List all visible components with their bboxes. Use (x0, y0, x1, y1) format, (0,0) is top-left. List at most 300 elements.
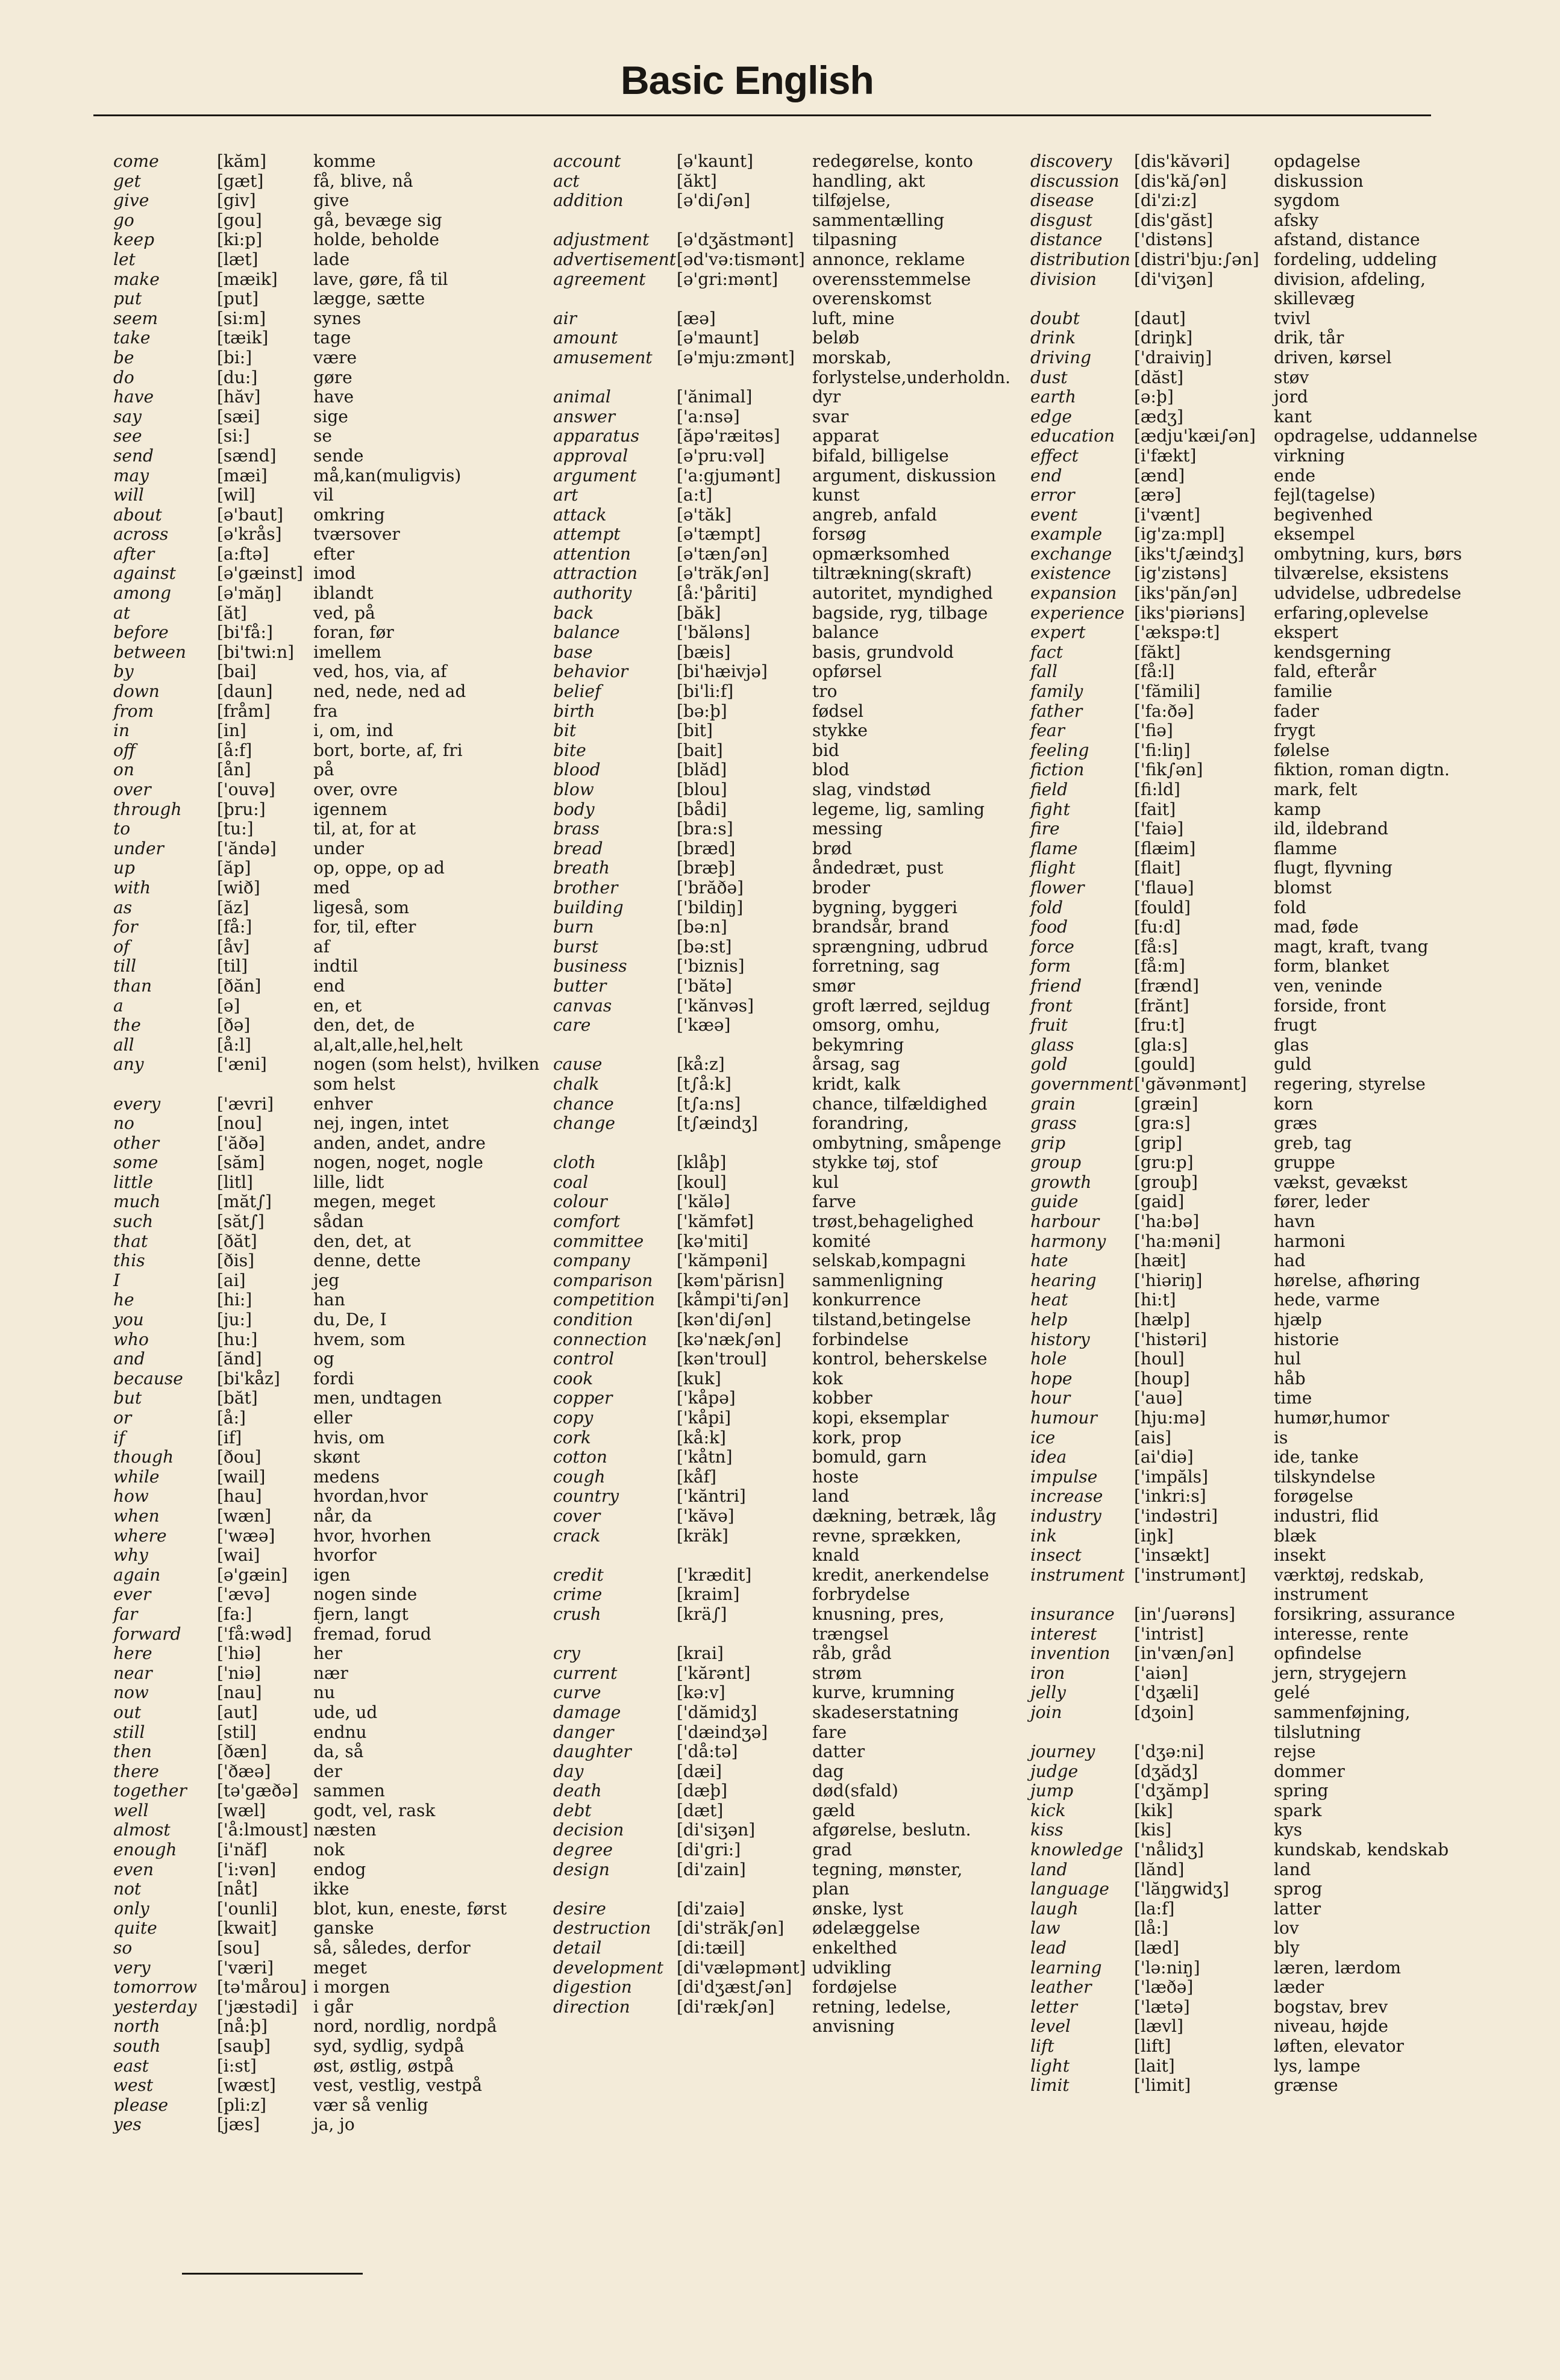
pronunciation: ['lə:niŋ] (1134, 1958, 1200, 1978)
pronunciation: [ə'di∫ən] (677, 191, 751, 211)
pronunciation: [săt∫] (217, 1212, 265, 1232)
dictionary-entry (553, 1742, 1011, 1762)
headword: so (113, 1938, 133, 1958)
dictionary-entry (553, 387, 1011, 407)
headword: attempt (553, 524, 621, 545)
meaning: havn (1274, 1211, 1315, 1232)
pronunciation: [hi:t] (1134, 1290, 1176, 1310)
meaning: kopi, eksemplar (812, 1408, 949, 1428)
pronunciation: ['intrist] (1134, 1624, 1204, 1644)
pronunciation: [nåt] (217, 1879, 258, 1899)
meaning: forsøg (812, 524, 866, 545)
pronunciation: [driŋk] (1134, 328, 1193, 348)
dictionary-entry (1030, 1369, 1488, 1389)
pronunciation: [ænd] (1134, 466, 1185, 486)
meaning: græs (1274, 1113, 1317, 1134)
dictionary-entry (553, 407, 1011, 427)
meaning: autoritet, myndighed (812, 583, 993, 604)
headword: bite (553, 740, 586, 760)
pronunciation: [houl] (1134, 1349, 1185, 1369)
meaning: tiltrækning(skraft) (812, 563, 972, 584)
dictionary-entry (553, 976, 1011, 996)
pronunciation: [bi'kåz] (217, 1369, 280, 1388)
dictionary-entry (1030, 937, 1488, 957)
dictionary-entry (113, 1232, 571, 1252)
headword: increase (1030, 1486, 1103, 1507)
meaning: der (313, 1761, 342, 1781)
meaning: ikke (313, 1879, 349, 1899)
meaning: tvivl (1274, 308, 1311, 328)
pronunciation: [ðăt] (217, 1231, 257, 1251)
pronunciation: ['kămfət] (677, 1212, 754, 1232)
headword: blood (553, 760, 601, 780)
dictionary-entry (113, 1487, 571, 1507)
headword: bread (553, 838, 603, 858)
pronunciation: ['impăls] (1134, 1467, 1208, 1487)
pronunciation: ['brăðə] (677, 878, 744, 898)
pronunciation: [kə'miti] (677, 1231, 748, 1251)
pronunciation: [bi'li:f] (677, 682, 734, 702)
headword: among (113, 583, 172, 604)
dictionary-entry (1030, 682, 1488, 702)
headword: credit (553, 1564, 604, 1585)
headword: come (113, 151, 159, 171)
pronunciation: [la:f] (1134, 1899, 1175, 1919)
pronunciation: ['lætə] (1134, 1997, 1190, 2017)
dictionary-entry (553, 270, 1011, 309)
meaning: sende (313, 445, 364, 466)
pronunciation: [sæi] (217, 407, 260, 426)
headword: will (113, 485, 144, 505)
dictionary-entry (113, 1251, 571, 1271)
pronunciation: [dʒădʒ] (1134, 1761, 1198, 1781)
meaning: løften, elevator (1274, 2036, 1404, 2056)
dictionary-entry (113, 2115, 571, 2135)
meaning: ende (1274, 465, 1316, 486)
pronunciation: [in'væn∫ən] (1134, 1644, 1234, 1664)
pronunciation: [ig'zistəns] (1134, 564, 1227, 584)
pronunciation: [ðə] (217, 1016, 251, 1035)
meaning: lade (313, 249, 350, 269)
dictionary-entry (1030, 486, 1488, 505)
headword: business (553, 956, 627, 976)
headword: earth (1030, 387, 1076, 407)
dictionary-entry (553, 1723, 1011, 1743)
headword: send (113, 445, 154, 466)
dictionary-entry (1030, 604, 1488, 623)
meaning: bygning, byggeri (812, 897, 957, 917)
pronunciation: [koul] (677, 1172, 727, 1192)
dictionary-entry (1030, 1388, 1488, 1408)
pronunciation: [krai] (677, 1644, 724, 1664)
meaning: kurve, krumning (812, 1682, 955, 1703)
dictionary-entry (1030, 1153, 1488, 1173)
pronunciation: [in] (217, 721, 246, 741)
meaning: udvikling (812, 1957, 892, 1978)
meaning: og (313, 1349, 334, 1369)
meaning: lægge, sætte (313, 289, 425, 309)
dictionary-entry (1030, 878, 1488, 898)
pronunciation: [kis] (1134, 1820, 1172, 1840)
headword: amusement (553, 347, 653, 367)
meaning: efter (313, 543, 355, 564)
dictionary-entry (553, 1153, 1011, 1173)
meaning: kontrol, beherskelse (812, 1349, 988, 1369)
dictionary-entry (1030, 2017, 1488, 2037)
dictionary-entry (553, 1212, 1011, 1232)
meaning: time (1274, 1388, 1312, 1408)
headword: care (553, 1015, 591, 1035)
dictionary-entry (113, 1369, 571, 1389)
headword: fall (1030, 661, 1057, 682)
meaning: håb (1274, 1368, 1306, 1388)
headword: make (113, 269, 160, 289)
headword: hate (1030, 1251, 1068, 1271)
meaning: insekt (1274, 1545, 1326, 1566)
pronunciation: [dæi] (677, 1761, 722, 1781)
dictionary-entry (1030, 1546, 1488, 1566)
pronunciation: [ə'gæin] (217, 1565, 288, 1585)
headword: fact (1030, 642, 1063, 662)
headword: guide (1030, 1192, 1079, 1212)
meaning: guld (1274, 1054, 1312, 1075)
headword: hope (1030, 1368, 1073, 1388)
meaning: her (313, 1643, 342, 1664)
headword: doubt (1030, 308, 1080, 328)
meaning: tilpasning (812, 230, 898, 250)
dictionary-entry (113, 1683, 571, 1703)
meaning: tilføjelse, sammentælling (812, 190, 945, 230)
dictionary-entry (1030, 1742, 1488, 1762)
headword: say (113, 406, 142, 426)
pronunciation: [å:l] (217, 1035, 251, 1055)
headword: birth (553, 701, 595, 721)
headword: distribution (1030, 249, 1130, 269)
headword: apparatus (553, 426, 639, 446)
dictionary-entry (1030, 250, 1488, 270)
headword: division (1030, 269, 1097, 289)
pronunciation: ['i:vən] (217, 1860, 277, 1879)
dictionary-entry (1030, 1820, 1488, 1840)
pronunciation: [flæim] (1134, 839, 1196, 858)
dictionary-entry (113, 800, 571, 820)
meaning: harmoni (1274, 1231, 1345, 1251)
headword: breath (553, 858, 610, 878)
headword: front (1030, 995, 1073, 1016)
dictionary-entry (113, 878, 571, 898)
headword: answer (553, 406, 616, 426)
pronunciation: [ănd] (217, 1349, 262, 1369)
pronunciation: [lift] (1134, 2037, 1171, 2056)
dictionary-entry (553, 800, 1011, 820)
headword: feeling (1030, 740, 1089, 760)
headword: you (113, 1310, 144, 1330)
pronunciation: [ăz] (217, 898, 249, 917)
meaning: land (1274, 1859, 1311, 1879)
headword: before (113, 622, 169, 643)
headword: than (113, 975, 152, 996)
pronunciation: ['inkri:s] (1134, 1487, 1206, 1507)
dictionary-entry (1030, 1232, 1488, 1252)
pronunciation: ['dʒæli] (1134, 1683, 1199, 1703)
pronunciation: ['fămili] (1134, 682, 1201, 702)
meaning: dag (812, 1761, 844, 1781)
pronunciation: [bi'hæivjə] (677, 662, 768, 682)
meaning: foran, før (313, 622, 394, 643)
pronunciation: [dis'găst] (1134, 210, 1214, 230)
headword: any (113, 1054, 144, 1075)
dictionary-entry (553, 348, 1011, 387)
pronunciation: [ki:p] (217, 230, 263, 250)
headword: north (113, 2016, 160, 2037)
dictionary-entry (553, 858, 1011, 878)
headword: distance (1030, 230, 1103, 250)
dictionary-entry (553, 328, 1011, 348)
dictionary-entry (113, 1605, 571, 1625)
headword: crush (553, 1604, 601, 1624)
pronunciation: [hăv] (217, 387, 261, 407)
headword: insect (1030, 1545, 1082, 1566)
headword: because (113, 1368, 183, 1388)
meaning: kunst (812, 485, 860, 505)
dictionary-entry (553, 1605, 1011, 1644)
meaning: komme (313, 151, 376, 171)
dictionary-entry (113, 1958, 571, 1978)
meaning: enkelthed (812, 1938, 897, 1958)
pronunciation: ['găvənmənt] (1134, 1074, 1247, 1094)
meaning: kork, prop (812, 1427, 902, 1448)
dictionary-entry (1030, 1997, 1488, 2017)
dictionary-entry (1030, 348, 1488, 368)
pronunciation: [dis'kă∫ən] (1134, 171, 1227, 191)
dictionary-entry (553, 1840, 1011, 1860)
headword: with (113, 877, 151, 898)
pronunciation: ['dʒămp] (1134, 1781, 1209, 1801)
headword: such (113, 1211, 154, 1232)
headword: where (113, 1525, 167, 1546)
pronunciation: [di'væləpmənt] (677, 1958, 806, 1978)
pronunciation: [t∫å:k] (677, 1074, 731, 1094)
headword: discovery (1030, 151, 1112, 171)
headword: though (113, 1447, 174, 1467)
meaning: opdragelse, uddannelse (1274, 426, 1478, 446)
dictionary-entry (553, 1448, 1011, 1467)
meaning: nok (313, 1840, 345, 1860)
pronunciation: ['jæstədi] (217, 1997, 298, 2017)
pronunciation: [di'zain] (677, 1860, 746, 1879)
pronunciation: [ån] (217, 760, 251, 780)
pronunciation: [bi'få:] (217, 623, 273, 643)
headword: advertisement (553, 249, 676, 269)
headword: cause (553, 1054, 603, 1075)
dictionary-entry (1030, 1958, 1488, 1978)
pronunciation: [put] (217, 289, 259, 309)
dictionary-entry (113, 976, 571, 996)
pronunciation: ['dʒə:ni] (1134, 1742, 1204, 1762)
dictionary-entry (113, 1860, 571, 1880)
headword: down (113, 681, 160, 702)
dictionary-entry (113, 191, 571, 211)
headword: near (113, 1663, 152, 1683)
pronunciation: [pli:z] (217, 2095, 266, 2115)
dictionary-entry (553, 309, 1011, 329)
headword: direction (553, 1996, 630, 2017)
dictionary-entry (113, 2037, 571, 2057)
headword: cook (553, 1368, 594, 1388)
meaning: revne, sprækken, knald (812, 1525, 962, 1566)
meaning: åndedræt, pust (812, 858, 944, 878)
pronunciation: ['fa:ðə] (1134, 701, 1194, 721)
headword: harmony (1030, 1231, 1106, 1251)
dictionary-entry (1030, 996, 1488, 1016)
dictionary-entry (1030, 1271, 1488, 1291)
headword: lead (1030, 1938, 1067, 1958)
dictionary-entry (1030, 957, 1488, 976)
dictionary-entry (113, 1428, 571, 1448)
meaning: rejse (1274, 1741, 1316, 1762)
pronunciation: [tə'gæðə] (217, 1781, 299, 1801)
meaning: fiktion, roman digtn. (1274, 760, 1450, 780)
headword: the (113, 1015, 141, 1035)
meaning: død(sfald) (812, 1781, 898, 1801)
meaning: sprængning, udbrud (812, 936, 988, 957)
headword: gold (1030, 1054, 1068, 1075)
meaning: chance, tilfældighed (812, 1093, 988, 1114)
meaning: ekspert (1274, 622, 1339, 643)
meaning: morskab, forlystelse,underholdn. (812, 347, 1011, 387)
headword: digestion (553, 1977, 632, 1997)
headword: some (113, 1152, 158, 1173)
pronunciation: [gla:s] (1134, 1035, 1188, 1055)
headword: desire (553, 1898, 606, 1919)
meaning: sammenføjning, tilslutning (1274, 1702, 1411, 1742)
dictionary-entry (553, 917, 1011, 937)
meaning: forsikring, assurance (1274, 1604, 1455, 1624)
pronunciation: ['indəstri] (1134, 1506, 1218, 1526)
meaning: vil (313, 485, 334, 505)
pronunciation: [t∫æindʒ] (677, 1114, 758, 1134)
dictionary-entry (113, 1016, 571, 1035)
meaning: opførsel (812, 661, 882, 682)
pronunciation: [ju:] (217, 1310, 252, 1330)
meaning: skadeserstatning (812, 1702, 959, 1722)
headword: attraction (553, 563, 638, 584)
pronunciation: [tu:] (217, 819, 254, 839)
dictionary-entry (553, 957, 1011, 976)
headword: now (113, 1682, 149, 1703)
pronunciation: [ðăn] (217, 976, 262, 996)
pronunciation: [kəm'părisn] (677, 1270, 785, 1290)
meaning: hvorfor (313, 1545, 377, 1566)
pronunciation: [mæik] (217, 269, 278, 289)
pronunciation: [hi:] (217, 1290, 252, 1310)
word-column-3 (1030, 152, 1488, 2096)
meaning: ude, ud (313, 1702, 378, 1722)
dictionary-entry (113, 505, 571, 525)
meaning: handling, akt (812, 170, 926, 191)
dictionary-entry (113, 1566, 571, 1585)
meaning: virkning (1274, 445, 1345, 466)
dictionary-entry (1030, 446, 1488, 466)
dictionary-entry (1030, 368, 1488, 388)
pronunciation: [wið] (217, 878, 260, 898)
meaning: ønske, lyst (812, 1898, 903, 1919)
pronunciation: [iŋk] (1134, 1526, 1174, 1546)
pronunciation: [dăst] (1134, 367, 1184, 387)
pronunciation: [kåmpi'ti∫ən] (677, 1290, 789, 1310)
meaning: form, blanket (1274, 956, 1389, 976)
dictionary-entry (553, 1860, 1011, 1899)
meaning: fødsel (812, 701, 864, 721)
dictionary-entry (553, 937, 1011, 957)
dictionary-entry (1030, 1703, 1488, 1742)
headword: canvas (553, 995, 612, 1016)
pronunciation: [bådi] (677, 799, 727, 819)
meaning: så, således, derfor (313, 1938, 471, 1958)
meaning: historie (1274, 1329, 1339, 1349)
dictionary-entry (1030, 1919, 1488, 1938)
headword: knowledge (1030, 1840, 1123, 1860)
headword: degree (553, 1840, 613, 1860)
headword: industry (1030, 1505, 1101, 1526)
meaning: indtil (313, 956, 359, 976)
meaning: da, så (313, 1741, 364, 1762)
pronunciation: [kə'næk∫ən] (677, 1329, 782, 1349)
pronunciation: ['kăvə] (677, 1506, 735, 1526)
meaning: al,alt,alle,hel,helt (313, 1034, 463, 1055)
meaning: den, det, de (313, 1015, 415, 1035)
headword: invention (1030, 1643, 1110, 1664)
dictionary-entry (113, 1997, 571, 2017)
headword: burn (553, 917, 594, 937)
dictionary-entry (553, 996, 1011, 1016)
pronunciation: ['hiəriŋ] (1134, 1270, 1203, 1290)
headword: a (113, 995, 124, 1016)
pronunciation: ['distəns] (1134, 230, 1214, 250)
meaning: hvis, om (313, 1427, 385, 1448)
meaning: datter (812, 1741, 865, 1762)
headword: every (113, 1093, 161, 1114)
meaning: kul (812, 1172, 839, 1192)
dictionary-entry (113, 1114, 571, 1134)
headword: law (1030, 1918, 1060, 1938)
meaning: luft, mine (812, 308, 895, 328)
headword: exchange (1030, 543, 1112, 564)
pronunciation: [ærə] (1134, 486, 1182, 505)
pronunciation: [ə'tăk] (677, 505, 732, 525)
dictionary-entry (1030, 1487, 1488, 1507)
dictionary-entry (1030, 230, 1488, 250)
headword: fight (1030, 799, 1070, 819)
dictionary-entry (1030, 2037, 1488, 2057)
pronunciation: [daun] (217, 682, 273, 702)
pronunciation: [wæst] (217, 2076, 276, 2096)
headword: cry (553, 1643, 580, 1664)
dictionary-entry (1030, 1801, 1488, 1821)
pronunciation: ['auə] (1134, 1388, 1183, 1408)
pronunciation: [ăt] (217, 603, 247, 623)
dictionary-entry (1030, 1683, 1488, 1703)
dictionary-entry (1030, 1781, 1488, 1801)
dictionary-entry (113, 721, 571, 741)
meaning: spark (1274, 1800, 1322, 1820)
dictionary-entry (113, 2076, 571, 2096)
meaning: imod (313, 563, 356, 584)
dictionary-entry (553, 505, 1011, 525)
dictionary-entry (553, 898, 1011, 918)
meaning: bly (1274, 1938, 1300, 1958)
headword: danger (553, 1722, 614, 1742)
